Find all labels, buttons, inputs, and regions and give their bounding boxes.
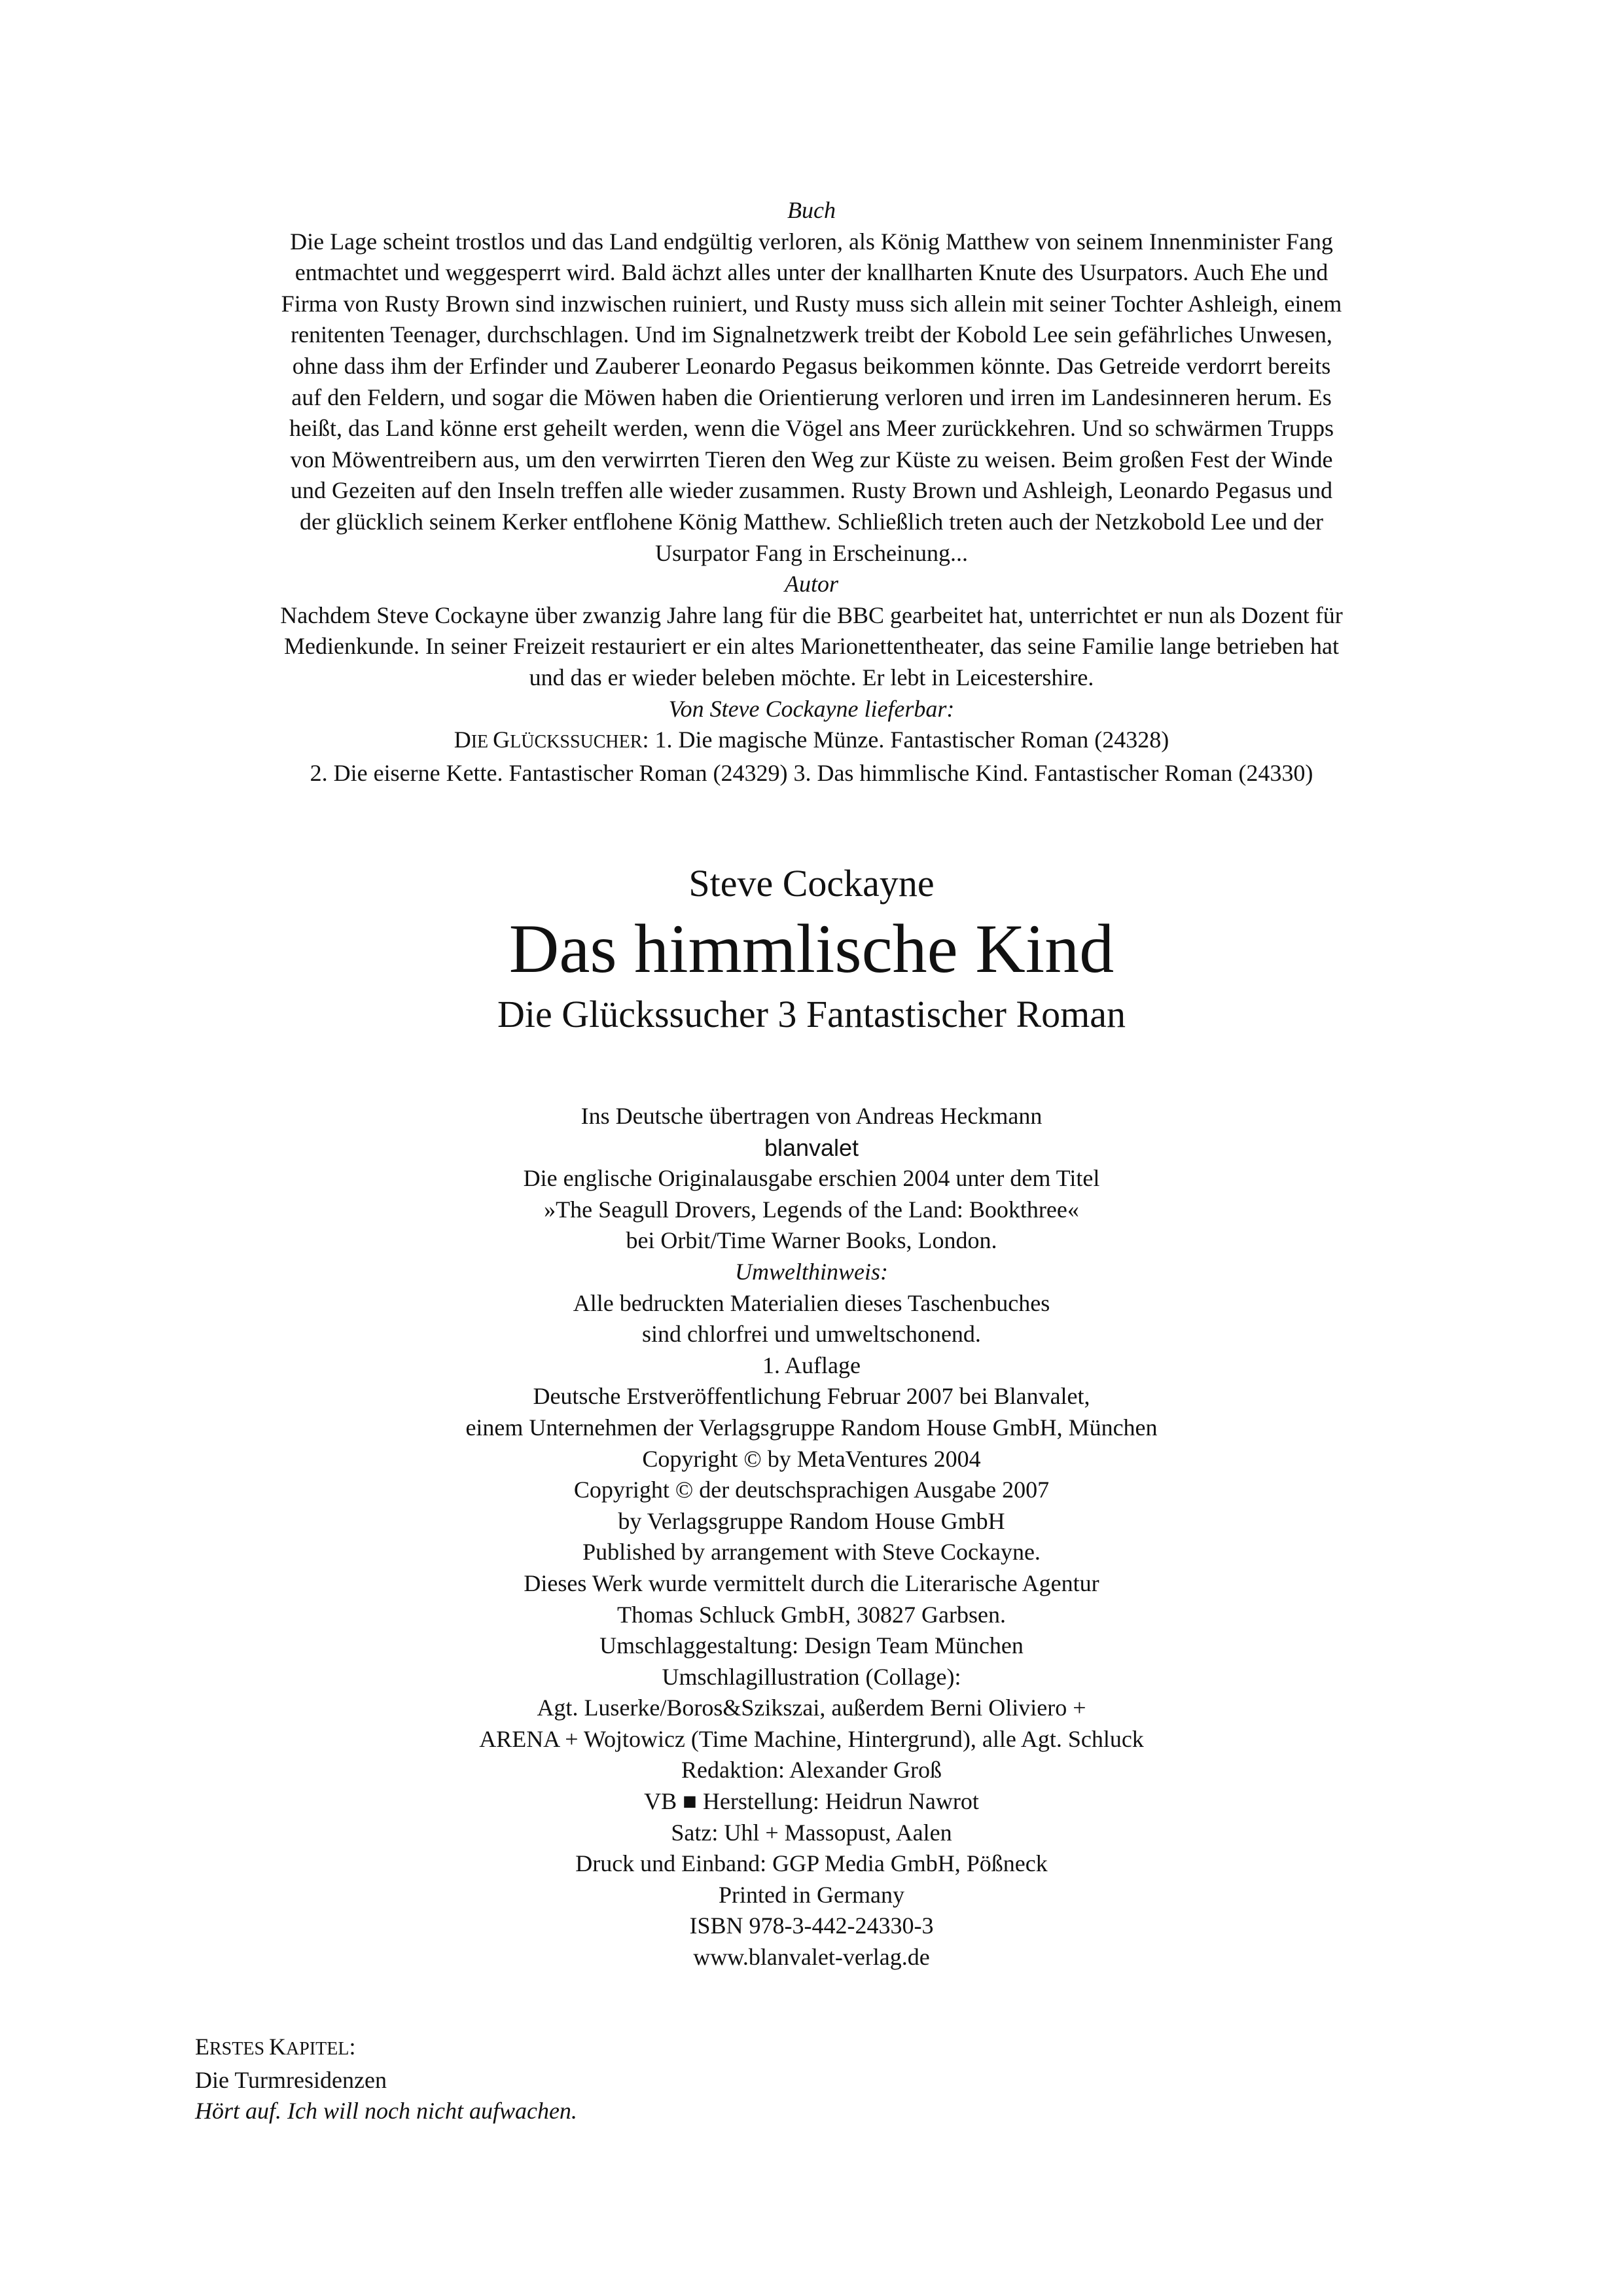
lieferbar-line-1: [183, 725, 1440, 758]
imprint-line: ARENA + Wojtowicz (Time Machine, Hintergrund), alle Agt. Schluck: [479, 1725, 1144, 1752]
publisher-logo: blanvalet: [764, 1134, 859, 1161]
book-author: Steve Cockayne: [688, 862, 935, 905]
umwelt-heading: Umwelthinweis:: [735, 1258, 888, 1285]
buch-line: der glücklich seinem Kerker entflohene König Matthew. Schließlich treten auch der Netzkobold Lee und der: [299, 508, 1324, 535]
chapter-label-initial: K: [269, 2034, 287, 2060]
imprint-line: Dieses Werk wurde vermittelt durch die Literarische Agentur: [524, 1570, 1099, 1596]
book-subtitle: Die Glückssucher 3 Fantastischer Roman: [497, 993, 1126, 1035]
original-line: Die englische Originalausgabe erschien 2004 unter dem Titel: [523, 1165, 1100, 1192]
imprint-line: ISBN 978-3-442-24330-3: [689, 1912, 934, 1939]
autor-heading: Autor: [784, 571, 838, 598]
title-section: [183, 857, 1440, 1041]
imprint-line: Alle bedruckten Materialien dieses Taschenbuches: [573, 1289, 1050, 1316]
lieferbar-line-1-rest: : 1. Die magische Münze. Fantastischer Roman (24328): [642, 726, 1169, 753]
buch-line: Usurpator Fang in Erscheinung...: [655, 539, 968, 566]
imprint-line: by Verlagsgruppe Random House GmbH: [618, 1507, 1005, 1534]
chapter-label-colon: :: [349, 2034, 356, 2060]
imprint-line: Copyright © by MetaVentures 2004: [642, 1445, 981, 1472]
book-title: Das himmlische Kind: [508, 910, 1115, 987]
buch-line: von Möwentreibern aus, um den verwirrten Tieren den Weg zur Küste zu weisen. Beim großen Fest der Winde: [290, 446, 1333, 473]
chapter-label-small: RSTES: [209, 2039, 270, 2059]
series-small: LÜCKSSUCHER: [510, 732, 643, 753]
imprint-line: Agt. Luserke/Boros&Szikszai, außerdem Berni Oliviero +: [537, 1695, 1086, 1721]
imprint-line: 1. Auflage: [762, 1352, 861, 1378]
imprint-line: Printed in Germany: [719, 1881, 904, 1908]
imprint-line: Redaktion: Alexander Groß: [681, 1757, 942, 1784]
imprint-line: Druck und Einband: GGP Media GmbH, Pößneck: [575, 1850, 1048, 1877]
imprint-line: Copyright © der deutschsprachigen Ausgabe 2007: [573, 1477, 1050, 1503]
imprint-line: Umschlaggestaltung: Design Team München: [599, 1632, 1024, 1659]
imprint-line: einem Unternehmen der Verlagsgruppe Random House GmbH, München: [465, 1414, 1158, 1441]
chapter-section: [195, 2032, 980, 2127]
chapter-label: [195, 2032, 980, 2065]
imprint-section: [183, 1101, 1440, 1973]
imprint-line: Deutsche Erstveröffentlichung Februar 2007 bei Blanvalet,: [533, 1383, 1090, 1410]
chapter-title: Die Turmresidenzen: [195, 2066, 387, 2093]
chapter-label-initial: E: [195, 2034, 209, 2060]
lieferbar-heading: Von Steve Cockayne lieferbar:: [668, 695, 955, 722]
autor-line: Nachdem Steve Cockayne über zwanzig Jahre lang für die BBC gearbeitet hat, unterrichtet er nun als Dozent für: [280, 601, 1343, 628]
imprint-line: Thomas Schluck GmbH, 30827 Garbsen.: [617, 1601, 1006, 1628]
buch-line: Die Lage scheint trostlos und das Land endgültig verloren, als König Matthew von seinem Innenminister Fang: [290, 228, 1333, 255]
lieferbar-line-2: 2. Die eiserne Kette. Fantastischer Roman (24329) 3. Das himmlische Kind. Fantastischer Roman (24330): [310, 759, 1313, 786]
chapter-label-small: APITEL: [286, 2039, 349, 2059]
chapter-first-line: Hört auf. Ich will noch nicht aufwachen.: [195, 2098, 577, 2125]
imprint-line: VB ■ Herstellung: Heidrun Nawrot: [644, 1788, 979, 1815]
imprint-line: sind chlorfrei und umweltschonend.: [642, 1321, 981, 1348]
buch-line: heißt, das Land könne erst geheilt werden, wenn die Vögel ans Meer zurückkehren. Und so schwärmen Trupps: [289, 415, 1334, 442]
original-line: bei Orbit/Time Warner Books, London.: [626, 1227, 997, 1254]
blurb-section: [183, 195, 1440, 789]
buch-line: auf den Feldern, und sogar die Möwen haben die Orientierung verloren und irren im Landesinneren herum. Es: [291, 384, 1332, 410]
buch-line: renitenten Teenager, durchschlagen. Und im Signalnetzwerk treibt der Kobold Lee sein gefährliches Unwesen,: [291, 321, 1332, 348]
series-small: IE: [471, 732, 493, 753]
imprint-line: Satz: Uhl + Massopust, Aalen: [671, 1819, 952, 1846]
autor-line: und das er wieder beleben möchte. Er lebt in Leicestershire.: [529, 664, 1094, 691]
series-initial: D: [454, 726, 471, 753]
series-initial: G: [493, 726, 510, 753]
buch-line: entmachtet und weggesperrt wird. Bald ächzt alles unter der knallharten Knute des Usurpators. Auch Ehe und: [294, 259, 1329, 286]
autor-line: Medienkunde. In seiner Freizeit restauriert er ein altes Marionettentheater, das seine Familie lange betrieben hat: [284, 633, 1339, 660]
buch-line: Firma von Rusty Brown sind inzwischen ruiniert, und Rusty muss sich allein mit seiner Tochter Ashleigh, einem: [281, 290, 1342, 317]
buch-line: und Gezeiten auf den Inseln treffen alle wieder zusammen. Rusty Brown und Ashleigh, Leonardo Pegasus und: [291, 477, 1332, 504]
original-line: »The Seagull Drovers, Legends of the Land: Bookthree«: [544, 1196, 1079, 1223]
buch-heading: Buch: [787, 197, 836, 223]
imprint-line: Published by arrangement with Steve Cockayne.: [582, 1539, 1041, 1566]
imprint-line: www.blanvalet-verlag.de: [693, 1944, 930, 1971]
buch-line: ohne dass ihm der Erfinder und Zauberer Leonardo Pegasus beikommen könnte. Das Getreide verdorrt bereits: [292, 352, 1331, 379]
translator-line: Ins Deutsche übertragen von Andreas Heckmann: [580, 1103, 1043, 1129]
imprint-line: Umschlagillustration (Collage):: [662, 1663, 961, 1690]
